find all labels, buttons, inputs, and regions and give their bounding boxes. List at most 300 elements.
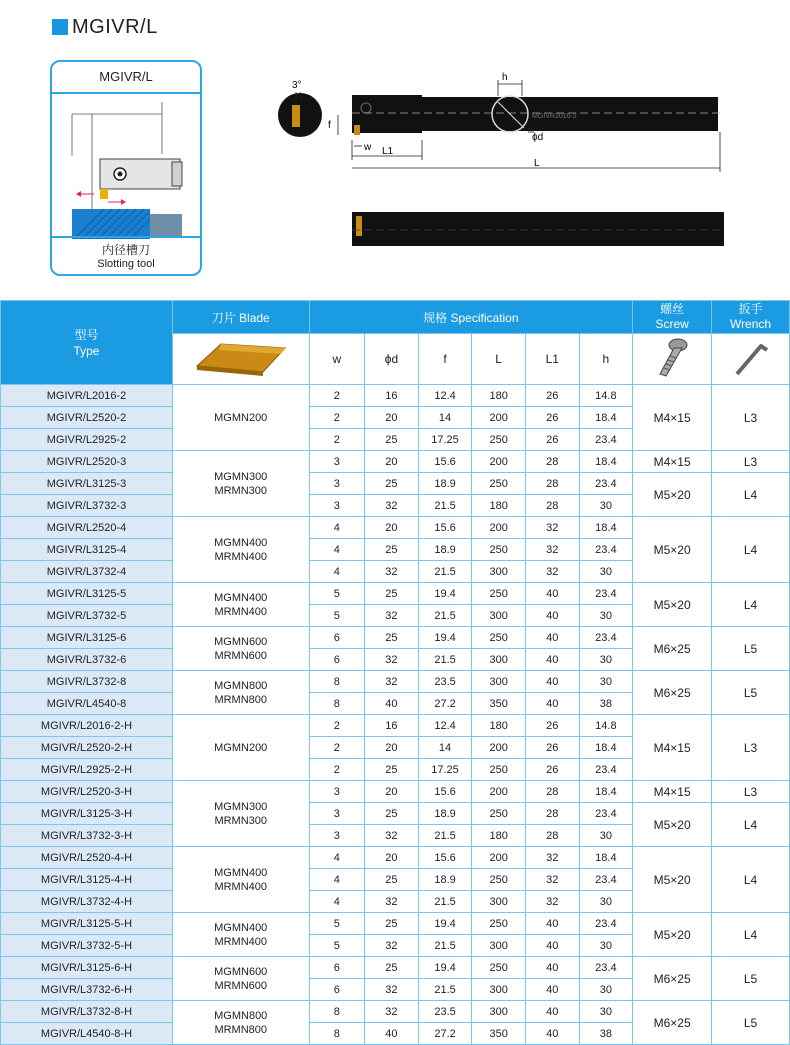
spec-w-cell: 4 <box>309 869 365 891</box>
spec-h-cell: 30 <box>579 671 633 693</box>
screw-cell: M5×20 <box>633 913 712 957</box>
spec-d-cell: 25 <box>365 913 419 935</box>
spec-L1-cell: 32 <box>525 869 579 891</box>
spec-h-cell: 30 <box>579 605 633 627</box>
table-row <box>1 847 790 869</box>
spec-h-cell: 30 <box>579 935 633 957</box>
type-cell: MGIVR/L2520-2-H <box>1 737 173 759</box>
spec-table <box>0 300 790 1045</box>
spec-L1-cell: 26 <box>525 759 579 781</box>
blade-code: MGMN300 <box>214 470 268 483</box>
blade-cell <box>172 781 309 847</box>
spec-L1-cell: 40 <box>525 935 579 957</box>
svg-text:h: h <box>502 72 508 83</box>
spec-h-cell: 30 <box>579 979 633 1001</box>
spec-f-cell: 21.5 <box>418 891 472 913</box>
spec-L1-cell: 40 <box>525 627 579 649</box>
spec-d-cell: 32 <box>365 1001 419 1023</box>
blade-cell <box>172 847 309 913</box>
spec-L1-cell: 40 <box>525 605 579 627</box>
svg-text:L1: L1 <box>382 146 394 157</box>
blade-code: MRMN800 <box>214 1023 268 1036</box>
spec-h-cell: 30 <box>579 649 633 671</box>
blade-code: MGMN200 <box>214 741 268 754</box>
spec-w-cell: 6 <box>309 649 365 671</box>
caption-cn: 内径槽刀 <box>101 243 150 257</box>
spec-h-cell: 30 <box>579 825 633 847</box>
spec-d-cell: 40 <box>365 693 419 715</box>
screw-cell: M5×20 <box>633 583 712 627</box>
spec-L-cell: 250 <box>472 869 526 891</box>
spec-d-cell: 25 <box>365 429 419 451</box>
svg-text:ϕd: ϕd <box>532 132 544 143</box>
wrench-header-cn: 扳手 <box>738 302 763 316</box>
spec-f-cell: 12.4 <box>418 715 472 737</box>
spec-h-cell: 18.4 <box>579 781 633 803</box>
blade-code: MRMN400 <box>214 550 268 563</box>
spec-h-cell: 38 <box>579 693 633 715</box>
blade-code: MRMN800 <box>214 693 268 706</box>
spec-f-cell: 15.6 <box>418 847 472 869</box>
screw-header-cn: 螺丝 <box>660 302 685 316</box>
spec-w-cell: 6 <box>309 957 365 979</box>
spec-w-cell: 3 <box>309 473 365 495</box>
spec-h-cell: 23.4 <box>579 473 633 495</box>
spec-L-cell: 300 <box>472 561 526 583</box>
type-cell: MGIVR/L4540-8 <box>1 693 173 715</box>
spec-L1-cell: 32 <box>525 847 579 869</box>
spec-f-cell: 21.5 <box>418 561 472 583</box>
wrench-cell: L3 <box>712 715 790 781</box>
spec-h-cell: 23.4 <box>579 957 633 979</box>
wrench-cell: L3 <box>712 385 790 451</box>
spec-d-cell: 25 <box>365 539 419 561</box>
type-cell: MGIVR/L3732-4 <box>1 561 173 583</box>
spec-d-cell: 25 <box>365 627 419 649</box>
type-cell: MGIVR/L2925-2 <box>1 429 173 451</box>
spec-L-cell: 180 <box>472 825 526 847</box>
spec-h-cell: 23.4 <box>579 627 633 649</box>
spec-d-cell: 25 <box>365 583 419 605</box>
spec-f-cell: 17.25 <box>418 429 472 451</box>
spec-w-cell: 3 <box>309 451 365 473</box>
type-cell: MGIVR/L4540-8-H <box>1 1023 173 1045</box>
spec-f-cell: 18.9 <box>418 473 472 495</box>
spec-L1-cell: 28 <box>525 825 579 847</box>
spec-h-cell: 23.4 <box>579 869 633 891</box>
type-cell: MGIVR/L2520-3-H <box>1 781 173 803</box>
spec-L-cell: 250 <box>472 759 526 781</box>
screw-cell: M6×25 <box>633 671 712 715</box>
spec-f-cell: 14 <box>418 737 472 759</box>
type-cell: MGIVR/L3732-4-H <box>1 891 173 913</box>
spec-L-cell: 350 <box>472 1023 526 1045</box>
clamp-screw-icon <box>361 103 371 113</box>
spec-L-cell: 200 <box>472 737 526 759</box>
blade-code: MGMN800 <box>214 679 268 692</box>
spec-d-cell: 32 <box>365 935 419 957</box>
angle-label: 3° <box>292 80 302 91</box>
page-title-text: MGIVR/L <box>72 15 158 38</box>
screw-cell: M4×15 <box>633 715 712 781</box>
blade-cell <box>172 517 309 583</box>
spec-L1-cell: 40 <box>525 979 579 1001</box>
spec-w-cell: 4 <box>309 517 365 539</box>
screw-cell: M6×25 <box>633 957 712 1001</box>
spec-d-cell: 20 <box>365 451 419 473</box>
spec-L1-cell: 40 <box>525 583 579 605</box>
wrench-cell: L4 <box>712 473 790 517</box>
spec-L1-cell: 28 <box>525 495 579 517</box>
spec-L-cell: 300 <box>472 891 526 913</box>
spec-h-cell: 23.4 <box>579 913 633 935</box>
table-row <box>1 671 790 693</box>
spec-w-cell: 2 <box>309 759 365 781</box>
spec-f-cell: 27.2 <box>418 1023 472 1045</box>
spec-L1-cell: 40 <box>525 649 579 671</box>
wrench-cell: L4 <box>712 583 790 627</box>
spec-L1-cell: 26 <box>525 737 579 759</box>
spec-L1-cell: 32 <box>525 539 579 561</box>
type-header-cn: 型号 <box>74 327 99 342</box>
type-cell: MGIVR/L2520-4 <box>1 517 173 539</box>
screw-image <box>633 334 712 385</box>
spec-h-cell: 18.4 <box>579 451 633 473</box>
table-row <box>1 957 790 979</box>
blade-code: MGMN800 <box>214 1009 268 1022</box>
spec-L-cell: 200 <box>472 451 526 473</box>
spec-w-cell: 3 <box>309 495 365 517</box>
slotting-tool-illustration <box>52 94 200 242</box>
spec-w-cell: 3 <box>309 781 365 803</box>
spec-L-cell: 250 <box>472 913 526 935</box>
caption-en: Slotting tool <box>97 258 155 270</box>
spec-L-cell: 250 <box>472 539 526 561</box>
spec-L1-cell: 28 <box>525 781 579 803</box>
table-row <box>1 1001 790 1023</box>
spec-f-cell: 19.4 <box>418 957 472 979</box>
insert <box>354 125 360 135</box>
spec-w-cell: 5 <box>309 935 365 957</box>
wrench-cell: L5 <box>712 957 790 1001</box>
spec-w-cell: 5 <box>309 583 365 605</box>
spec-h-cell: 30 <box>579 561 633 583</box>
svg-text:f: f <box>328 120 331 131</box>
title-square-icon <box>52 19 68 35</box>
type-cell: MGIVR/L3732-8 <box>1 671 173 693</box>
type-cell: MGIVR/L3732-6-H <box>1 979 173 1001</box>
wrench-cell: L4 <box>712 517 790 583</box>
blade-insert-icon <box>191 338 291 378</box>
spec-f-cell: 23.5 <box>418 1001 472 1023</box>
spec-h-cell: 23.4 <box>579 803 633 825</box>
spec-h-cell: 23.4 <box>579 539 633 561</box>
spec-d-cell: 20 <box>365 781 419 803</box>
blade-cell <box>172 385 309 451</box>
screw-cell: M4×15 <box>633 451 712 473</box>
blade-cell <box>172 715 309 781</box>
spec-w-cell: 8 <box>309 671 365 693</box>
blade-code: MRMN300 <box>214 484 268 497</box>
table-row <box>1 781 790 803</box>
type-cell: MGIVR/L3125-5 <box>1 583 173 605</box>
blade-cell <box>172 451 309 517</box>
slotting-tool-card <box>50 60 202 276</box>
spec-d-cell: 32 <box>365 891 419 913</box>
spec-L1-cell: 28 <box>525 473 579 495</box>
spec-h-cell: 30 <box>579 891 633 913</box>
screw-cell: M4×15 <box>633 385 712 451</box>
wrench-header <box>712 301 790 334</box>
spec-f-cell: 19.4 <box>418 583 472 605</box>
spec-w-cell: 4 <box>309 891 365 913</box>
spec-d-cell: 32 <box>365 561 419 583</box>
table-row <box>1 715 790 737</box>
type-header <box>1 301 173 385</box>
blade-cell <box>172 627 309 671</box>
table-row <box>1 627 790 649</box>
type-cell: MGIVR/L3125-4-H <box>1 869 173 891</box>
wrench-cell: L5 <box>712 1001 790 1045</box>
spec-L-cell: 250 <box>472 473 526 495</box>
type-cell: MGIVR/L3732-5-H <box>1 935 173 957</box>
spec-L-cell: 250 <box>472 429 526 451</box>
spec-h-cell: 14.8 <box>579 385 633 407</box>
table-row <box>1 451 790 473</box>
blade-code: MRMN400 <box>214 935 268 948</box>
blade-code: MGMN200 <box>214 411 268 424</box>
type-cell: MGIVR/L3732-5 <box>1 605 173 627</box>
type-cell: MGIVR/L2520-2 <box>1 407 173 429</box>
type-cell: MGIVR/L2925-2-H <box>1 759 173 781</box>
spec-f-cell: 18.9 <box>418 803 472 825</box>
spec-d-cell: 16 <box>365 715 419 737</box>
spec-L-cell: 180 <box>472 495 526 517</box>
spec-d-cell: 20 <box>365 737 419 759</box>
spec-d-cell: 16 <box>365 385 419 407</box>
screw-cell: M5×20 <box>633 517 712 583</box>
spec-d-cell: 25 <box>365 473 419 495</box>
spec-L-cell: 250 <box>472 957 526 979</box>
spec-f-cell: 21.5 <box>418 495 472 517</box>
spec-w-cell: 6 <box>309 979 365 1001</box>
spec-d-cell: 25 <box>365 803 419 825</box>
card-header: MGIVR/L <box>52 62 200 94</box>
col-L1: L1 <box>525 334 579 385</box>
spec-f-cell: 15.6 <box>418 451 472 473</box>
spec-f-cell: 21.5 <box>418 649 472 671</box>
spec-h-cell: 18.4 <box>579 737 633 759</box>
spec-L1-cell: 26 <box>525 715 579 737</box>
spec-L-cell: 300 <box>472 605 526 627</box>
wrench-cell: L5 <box>712 671 790 715</box>
spec-L-cell: 200 <box>472 847 526 869</box>
spec-d-cell: 40 <box>365 1023 419 1045</box>
blade-cell <box>172 583 309 627</box>
spec-w-cell: 8 <box>309 693 365 715</box>
table-row <box>1 385 790 407</box>
spec-f-cell: 21.5 <box>418 979 472 1001</box>
spec-h-cell: 18.4 <box>579 517 633 539</box>
spec-d-cell: 32 <box>365 649 419 671</box>
type-cell: MGIVR/L2016-2-H <box>1 715 173 737</box>
type-cell: MGIVR/L3125-6 <box>1 627 173 649</box>
spec-w-cell: 2 <box>309 407 365 429</box>
svg-text:w: w <box>364 142 372 153</box>
spec-f-cell: 14 <box>418 407 472 429</box>
spec-L-cell: 200 <box>472 781 526 803</box>
spec-w-cell: 5 <box>309 913 365 935</box>
screw-cell: M4×15 <box>633 781 712 803</box>
table-row <box>1 803 790 825</box>
spec-w-cell: 4 <box>309 539 365 561</box>
spec-w-cell: 2 <box>309 385 365 407</box>
spec-d-cell: 32 <box>365 979 419 1001</box>
spec-f-cell: 21.5 <box>418 825 472 847</box>
type-cell: MGIVR/L3125-5-H <box>1 913 173 935</box>
blade-code: MRMN600 <box>214 649 268 662</box>
spec-d-cell: 20 <box>365 407 419 429</box>
spec-L1-cell: 40 <box>525 1023 579 1045</box>
spec-L-cell: 180 <box>472 385 526 407</box>
type-cell: MGIVR/L2520-3 <box>1 451 173 473</box>
spec-L1-cell: 26 <box>525 429 579 451</box>
screw-cell: M6×25 <box>633 627 712 671</box>
blade-cell <box>172 957 309 1001</box>
screw-header-en: Screw <box>655 317 689 331</box>
table-row <box>1 517 790 539</box>
blade-code: MRMN600 <box>214 979 268 992</box>
blade-code: MGMN400 <box>214 866 268 879</box>
spec-L1-cell: 28 <box>525 803 579 825</box>
spec-w-cell: 3 <box>309 803 365 825</box>
spec-f-cell: 12.4 <box>418 385 472 407</box>
col-w: w <box>309 334 365 385</box>
type-cell: MGIVR/L2520-4-H <box>1 847 173 869</box>
spec-w-cell: 8 <box>309 1001 365 1023</box>
blade-code: MGMN600 <box>214 965 268 978</box>
table-row <box>1 583 790 605</box>
spec-L1-cell: 26 <box>525 385 579 407</box>
spec-h-cell: 23.4 <box>579 583 633 605</box>
spec-d-cell: 20 <box>365 847 419 869</box>
spec-h-cell: 18.4 <box>579 407 633 429</box>
spec-L1-cell: 28 <box>525 451 579 473</box>
blade-cell <box>172 913 309 957</box>
blade-header: 刀片 Blade <box>172 301 309 334</box>
spec-h-cell: 23.4 <box>579 429 633 451</box>
spec-h-cell: 23.4 <box>579 759 633 781</box>
wrench-header-en: Wrench <box>729 317 772 331</box>
spec-f-cell: 15.6 <box>418 517 472 539</box>
spec-d-cell: 20 <box>365 517 419 539</box>
spec-h-cell: 38 <box>579 1023 633 1045</box>
spec-f-cell: 21.5 <box>418 935 472 957</box>
spec-d-cell: 32 <box>365 495 419 517</box>
screw-cell: M5×20 <box>633 473 712 517</box>
spec-L1-cell: 40 <box>525 957 579 979</box>
spec-h-cell: 30 <box>579 495 633 517</box>
spec-f-cell: 15.6 <box>418 781 472 803</box>
spec-L-cell: 300 <box>472 1001 526 1023</box>
type-cell: MGIVR/L3732-3-H <box>1 825 173 847</box>
spec-header: 规格 Specification <box>309 301 633 334</box>
col-f: f <box>418 334 472 385</box>
type-cell: MGIVR/L3125-6-H <box>1 957 173 979</box>
wrench-cell: L4 <box>712 803 790 847</box>
spec-L-cell: 200 <box>472 407 526 429</box>
blade-code: MGMN400 <box>214 921 268 934</box>
screw-cell: M5×20 <box>633 847 712 913</box>
spec-L1-cell: 40 <box>525 1001 579 1023</box>
type-cell: MGIVR/L3125-4 <box>1 539 173 561</box>
type-cell: MGIVR/L3125-3-H <box>1 803 173 825</box>
wrench-cell: L5 <box>712 627 790 671</box>
blade-image <box>172 334 309 385</box>
type-header-en: Type <box>73 343 100 358</box>
spec-d-cell: 25 <box>365 759 419 781</box>
blade-cell <box>172 671 309 715</box>
end-view-insert <box>292 105 300 127</box>
tool-technical-drawing <box>270 70 740 280</box>
blade-code: MRMN400 <box>214 880 268 893</box>
blade-cell <box>172 1001 309 1045</box>
spec-d-cell: 32 <box>365 605 419 627</box>
spec-w-cell: 4 <box>309 561 365 583</box>
type-cell: MGIVR/L2016-2 <box>1 385 173 407</box>
screw-header <box>633 301 712 334</box>
spec-w-cell: 2 <box>309 429 365 451</box>
spec-f-cell: 19.4 <box>418 627 472 649</box>
blade-code: MRMN300 <box>214 814 268 827</box>
table-row <box>1 473 790 495</box>
bar-side-view <box>352 212 724 246</box>
type-cell: MGIVR/L3732-6 <box>1 649 173 671</box>
wrench-cell: L3 <box>712 451 790 473</box>
wrench-icon <box>731 336 771 380</box>
wrench-cell: L4 <box>712 847 790 913</box>
spec-L-cell: 300 <box>472 979 526 1001</box>
wrench-image <box>712 334 790 385</box>
type-cell: MGIVR/L3732-8-H <box>1 1001 173 1023</box>
blade-code: MGMN400 <box>214 536 268 549</box>
blade-code: MGMN300 <box>214 800 268 813</box>
spec-f-cell: 17.25 <box>418 759 472 781</box>
svg-text:L: L <box>534 158 540 169</box>
spec-L-cell: 350 <box>472 693 526 715</box>
spec-L1-cell: 40 <box>525 913 579 935</box>
type-cell: MGIVR/L3732-3 <box>1 495 173 517</box>
spec-h-cell: 18.4 <box>579 847 633 869</box>
spec-d-cell: 25 <box>365 869 419 891</box>
spec-h-cell: 30 <box>579 1001 633 1023</box>
spec-w-cell: 5 <box>309 605 365 627</box>
spec-d-cell: 25 <box>365 957 419 979</box>
spec-L1-cell: 32 <box>525 561 579 583</box>
spec-L-cell: 250 <box>472 583 526 605</box>
spec-f-cell: 27.2 <box>418 693 472 715</box>
spec-L-cell: 300 <box>472 649 526 671</box>
spec-L-cell: 200 <box>472 517 526 539</box>
screw-icon <box>652 336 692 380</box>
spec-f-cell: 18.9 <box>418 539 472 561</box>
spec-d-cell: 32 <box>365 825 419 847</box>
spec-w-cell: 6 <box>309 627 365 649</box>
blade-code: MRMN400 <box>214 605 268 618</box>
spec-L-cell: 180 <box>472 715 526 737</box>
col-d: ϕd <box>365 334 419 385</box>
spec-w-cell: 4 <box>309 847 365 869</box>
